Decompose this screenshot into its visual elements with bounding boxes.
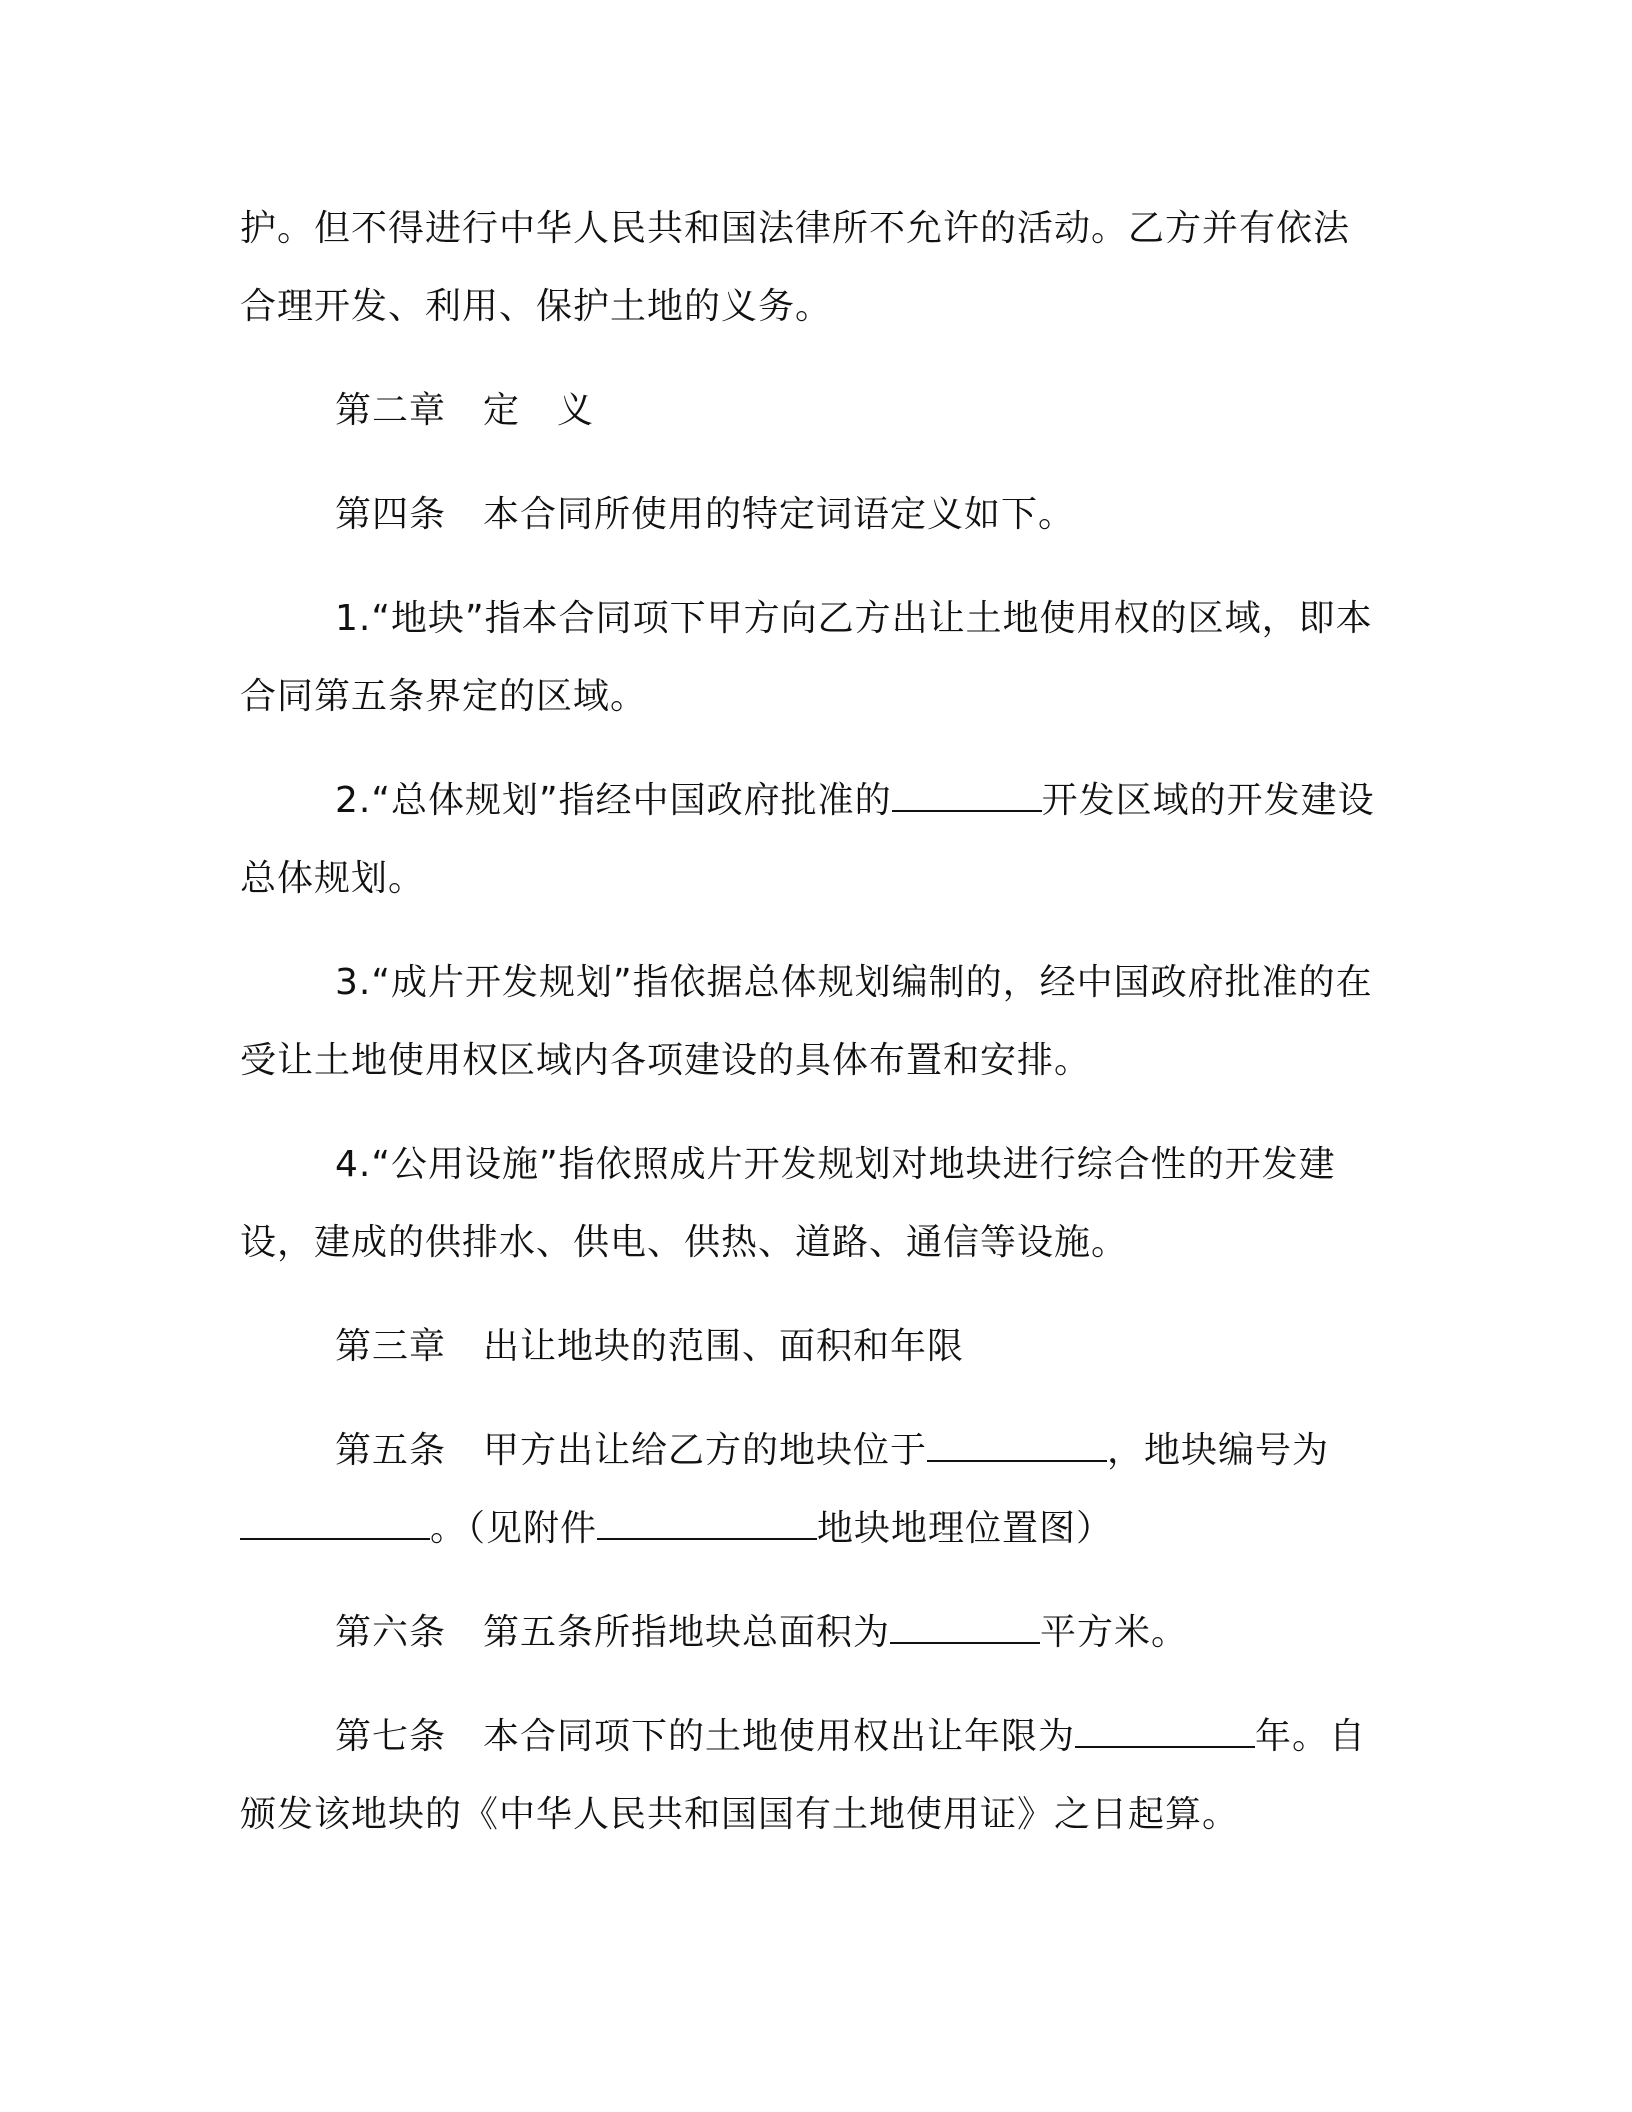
paragraph-obligation-continuation bbox=[240, 190, 1380, 346]
article-text-part4: 地块地理位置图） bbox=[817, 1508, 1114, 1549]
fill-blank-parcel-location[interactable] bbox=[927, 1430, 1107, 1462]
definition-1-land-parcel bbox=[240, 580, 1380, 736]
article-text-after: 平方米。 bbox=[1040, 1612, 1189, 1653]
article-5 bbox=[240, 1412, 1380, 1568]
paragraph-text: 护。但不得进行中华人民共和国法律所不允许的活动。乙方并有依法合理开发、利用、保护土地的义务。 bbox=[240, 208, 1351, 327]
article-6 bbox=[240, 1594, 1380, 1672]
fill-blank-total-area[interactable] bbox=[890, 1612, 1040, 1644]
definition-text: 4.“公用设施”指依照成片开发规划对地块进行综合性的开发建设，建成的供排水、供电、供热、道路、通信等设施。 bbox=[240, 1144, 1336, 1263]
fill-blank-development-area[interactable] bbox=[892, 780, 1042, 812]
article-text: 第四条 本合同所使用的特定词语定义如下。 bbox=[335, 494, 1076, 535]
article-text-before: 第七条 本合同项下的土地使用权出让年限为 bbox=[335, 1716, 1076, 1757]
definition-text-before: 2.“总体规划”指经中国政府批准的 bbox=[335, 780, 892, 821]
article-text-after: 年。自颁发该地块的《中华人民共和国国有土地使用证》之日起算。 bbox=[240, 1716, 1367, 1835]
article-text-before: 第六条 第五条所指地块总面积为 bbox=[335, 1612, 891, 1653]
chapter-2-heading bbox=[240, 372, 1380, 450]
heading-text: 第二章 定 义 bbox=[335, 390, 595, 431]
article-text-part3: 。（见附件 bbox=[430, 1508, 598, 1549]
heading-text: 第三章 出让地块的范围、面积和年限 bbox=[335, 1326, 965, 1367]
article-4 bbox=[240, 476, 1380, 554]
fill-blank-parcel-number[interactable] bbox=[240, 1508, 430, 1540]
definition-2-master-plan bbox=[240, 762, 1380, 918]
definition-text-after: 开发区域的开发建设总体规划。 bbox=[240, 780, 1375, 899]
definition-text: 1.“地块”指本合同项下甲方向乙方出让土地使用权的区域，即本合同第五条界定的区域。 bbox=[240, 598, 1373, 717]
article-text-part1: 第五条 甲方出让给乙方的地块位于 bbox=[335, 1430, 928, 1471]
chapter-3-heading bbox=[240, 1308, 1380, 1386]
article-text-part2: ，地块编号为 bbox=[1107, 1430, 1330, 1471]
definition-4-public-facilities bbox=[240, 1126, 1380, 1282]
document-page bbox=[240, 190, 1380, 1854]
fill-blank-attachment-number[interactable] bbox=[597, 1508, 817, 1540]
definition-3-development-plan bbox=[240, 944, 1380, 1100]
fill-blank-lease-years[interactable] bbox=[1075, 1716, 1255, 1748]
article-7 bbox=[240, 1698, 1380, 1854]
definition-text: 3.“成片开发规划”指依据总体规划编制的，经中国政府批准的在受让土地使用权区域内各项建设的具体布置和安排。 bbox=[240, 962, 1373, 1081]
